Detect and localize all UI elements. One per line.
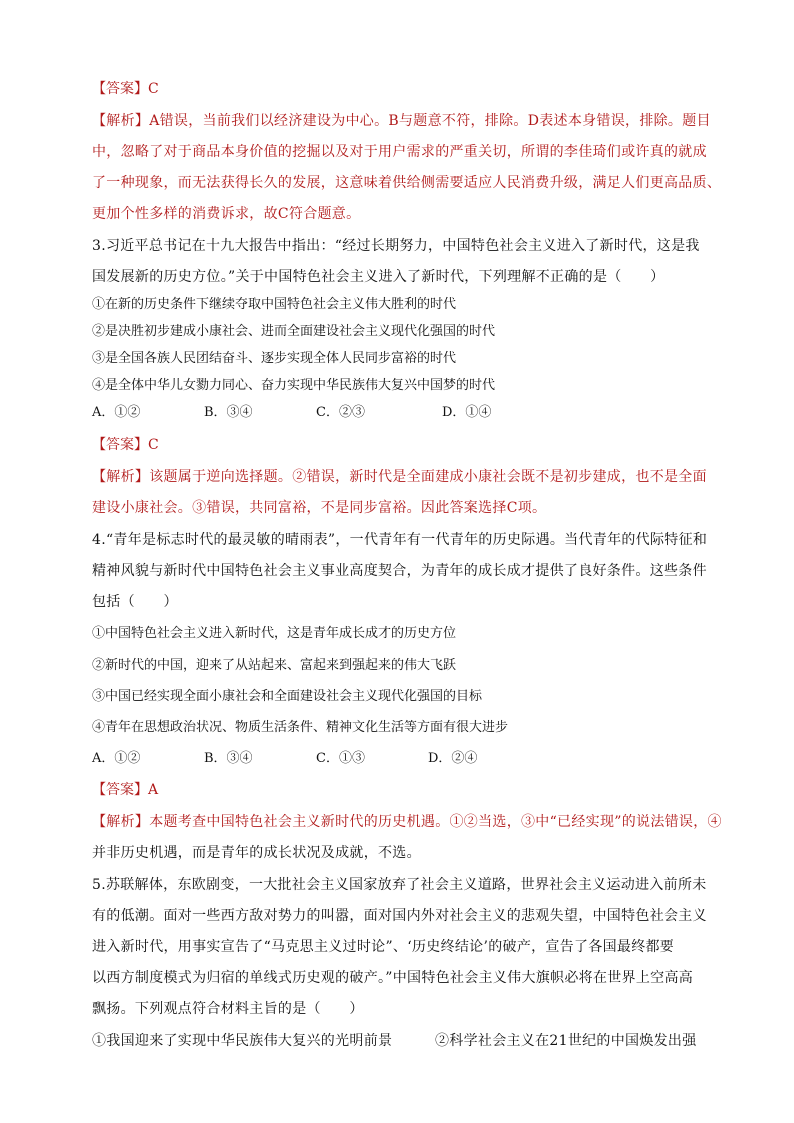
q3-stem-line-1: 3.习近平总书记在十九大报告中指出：“经过长期努力，中国特色社会主义进入了新时代，这是我 [92, 238, 700, 254]
q3-item-2: ②是决胜初步建成小康社会、进而全面建设社会主义现代化强国的时代 [92, 324, 496, 339]
q3-item-1: ①在新的历史条件下继续夺取中国特色社会主义伟大胜利的时代 [92, 297, 457, 312]
q4-stem-line-1: 4.“青年是标志时代的最灵敏的晴雨表”，一代青年有一代青年的历史际遇。当代青年的代际特征和 [92, 532, 708, 548]
q3-answer [92, 434, 702, 454]
q4-stem-line-3: 包括（ ） [92, 594, 178, 610]
q3-choice-b: B．③④ [204, 405, 253, 420]
q5-item-1: ①我国迎来了实现中华民族伟大复兴的光明前景 [92, 1033, 393, 1049]
q2-analysis-line-4: 更加个性多样的消费诉求，故C符合题意。 [92, 206, 361, 222]
analysis-label: 【解析】 [92, 469, 150, 485]
answer-label: 【答案】 [92, 81, 148, 97]
q4-answer [92, 779, 702, 799]
q4-choices [92, 747, 702, 766]
analysis-label: 【解析】 [92, 113, 150, 129]
q3-analysis-line-1: 【解析】该题属于逆向选择题。②错误，新时代是全面建成小康社会既不是初步建成，也不是全面 [92, 469, 707, 485]
q4-choice-d: D．②④ [428, 751, 478, 766]
q5-items-row [92, 1030, 702, 1050]
q5-stem-line-5: 飘扬。下列观点符合材料主旨的是（ ） [92, 1001, 364, 1017]
q3-stem-line-2: 国发展新的历史方位。”关于中国特色社会主义进入了新时代，下列理解不正确的是（ ） [92, 269, 665, 285]
q4-choice-b: B．③④ [204, 751, 253, 766]
q5-stem-line-3: 进入新时代，用事实宣告了“马克思主义过时论”、‘历史终结论’的破产，宣告了各国最终都要 [92, 939, 675, 955]
answer-value: C [148, 437, 159, 453]
q5-stem-line-4: 以西方制度模式为归宿的单线式历史观的破产。”中国特色社会主义伟大旗帜必将在世界上空高高 [92, 970, 694, 986]
q3-choice-c: C．②③ [316, 405, 365, 420]
q5-stem-line-2: 有的低潮。面对一些西方敌对势力的叫嚣，面对国内外对社会主义的悲观失望，中国特色社会主义 [92, 908, 707, 924]
answer-label: 【答案】 [92, 782, 148, 798]
q4-analysis-line-1: 【解析】本题考查中国特色社会主义新时代的历史机遇。①②当选，③中“已经实现”的说法错误，④ [92, 814, 722, 830]
q4-item-3: ③中国已经实现全面小康社会和全面建设社会主义现代化强国的目标 [92, 689, 483, 704]
q4-choice-a: A．①② [92, 751, 141, 766]
q3-item-3: ③是全国各族人民团结奋斗、逐步实现全体人民同步富裕的时代 [92, 351, 457, 366]
answer-label: 【答案】 [92, 437, 148, 453]
q3-item-4: ④是全体中华儿女勠力同心、奋力实现中华民族伟大复兴中国梦的时代 [92, 378, 496, 393]
answer-value: C [148, 81, 159, 97]
answer-value: A [148, 782, 159, 798]
q4-stem-line-2: 精神风貌与新时代中国特色社会主义事业高度契合，为青年的成长成才提供了良好条件。这些条件 [92, 563, 707, 579]
q3-choices [92, 401, 702, 420]
q4-choice-c: C．①③ [316, 751, 365, 766]
analysis-label: 【解析】 [92, 814, 150, 830]
q4-item-1: ①中国特色社会主义进入新时代，这是青年成长成才的历史方位 [92, 626, 457, 641]
q3-choice-d: D．①④ [442, 405, 492, 420]
q5-item-2: ②科学社会主义在21世纪的中国焕发出强 [435, 1033, 697, 1049]
q3-choice-a: A．①② [92, 405, 141, 420]
q5-stem-line-1: 5.苏联解体，东欧剧变，一大批社会主义国家放弃了社会主义道路，世界社会主义运动进入前所未 [92, 877, 707, 893]
q2-analysis-line-1: 【解析】A错误，当前我们以经济建设为中心。B与题意不符，排除。D表述本身错误，排除。题目 [92, 113, 711, 129]
q2-analysis-line-3: 了一种现象，而无法获得长久的发展，这意味着供给侧需要适应人民消费升级，满足人们更高品质、 [92, 175, 722, 191]
q4-item-4: ④青年在思想政治状况、物质生活条件、精神文化生活等方面有很大进步 [92, 720, 509, 735]
q2-analysis-line-2: 中，忽略了对于商品本身价值的挖掘以及对于用户需求的严重关切，所谓的李佳琦们或许真的就成 [92, 144, 707, 160]
q2-answer [92, 78, 702, 98]
q3-analysis-line-2: 建设小康社会。③错误，共同富裕，不是同步富裕。因此答案选择C项。 [92, 500, 547, 516]
q4-analysis-line-2: 并非历史机遇，而是青年的成长状况及成就，不选。 [92, 845, 421, 861]
q4-item-2: ②新时代的中国，迎来了从站起来、富起来到强起来的伟大飞跃 [92, 658, 457, 673]
